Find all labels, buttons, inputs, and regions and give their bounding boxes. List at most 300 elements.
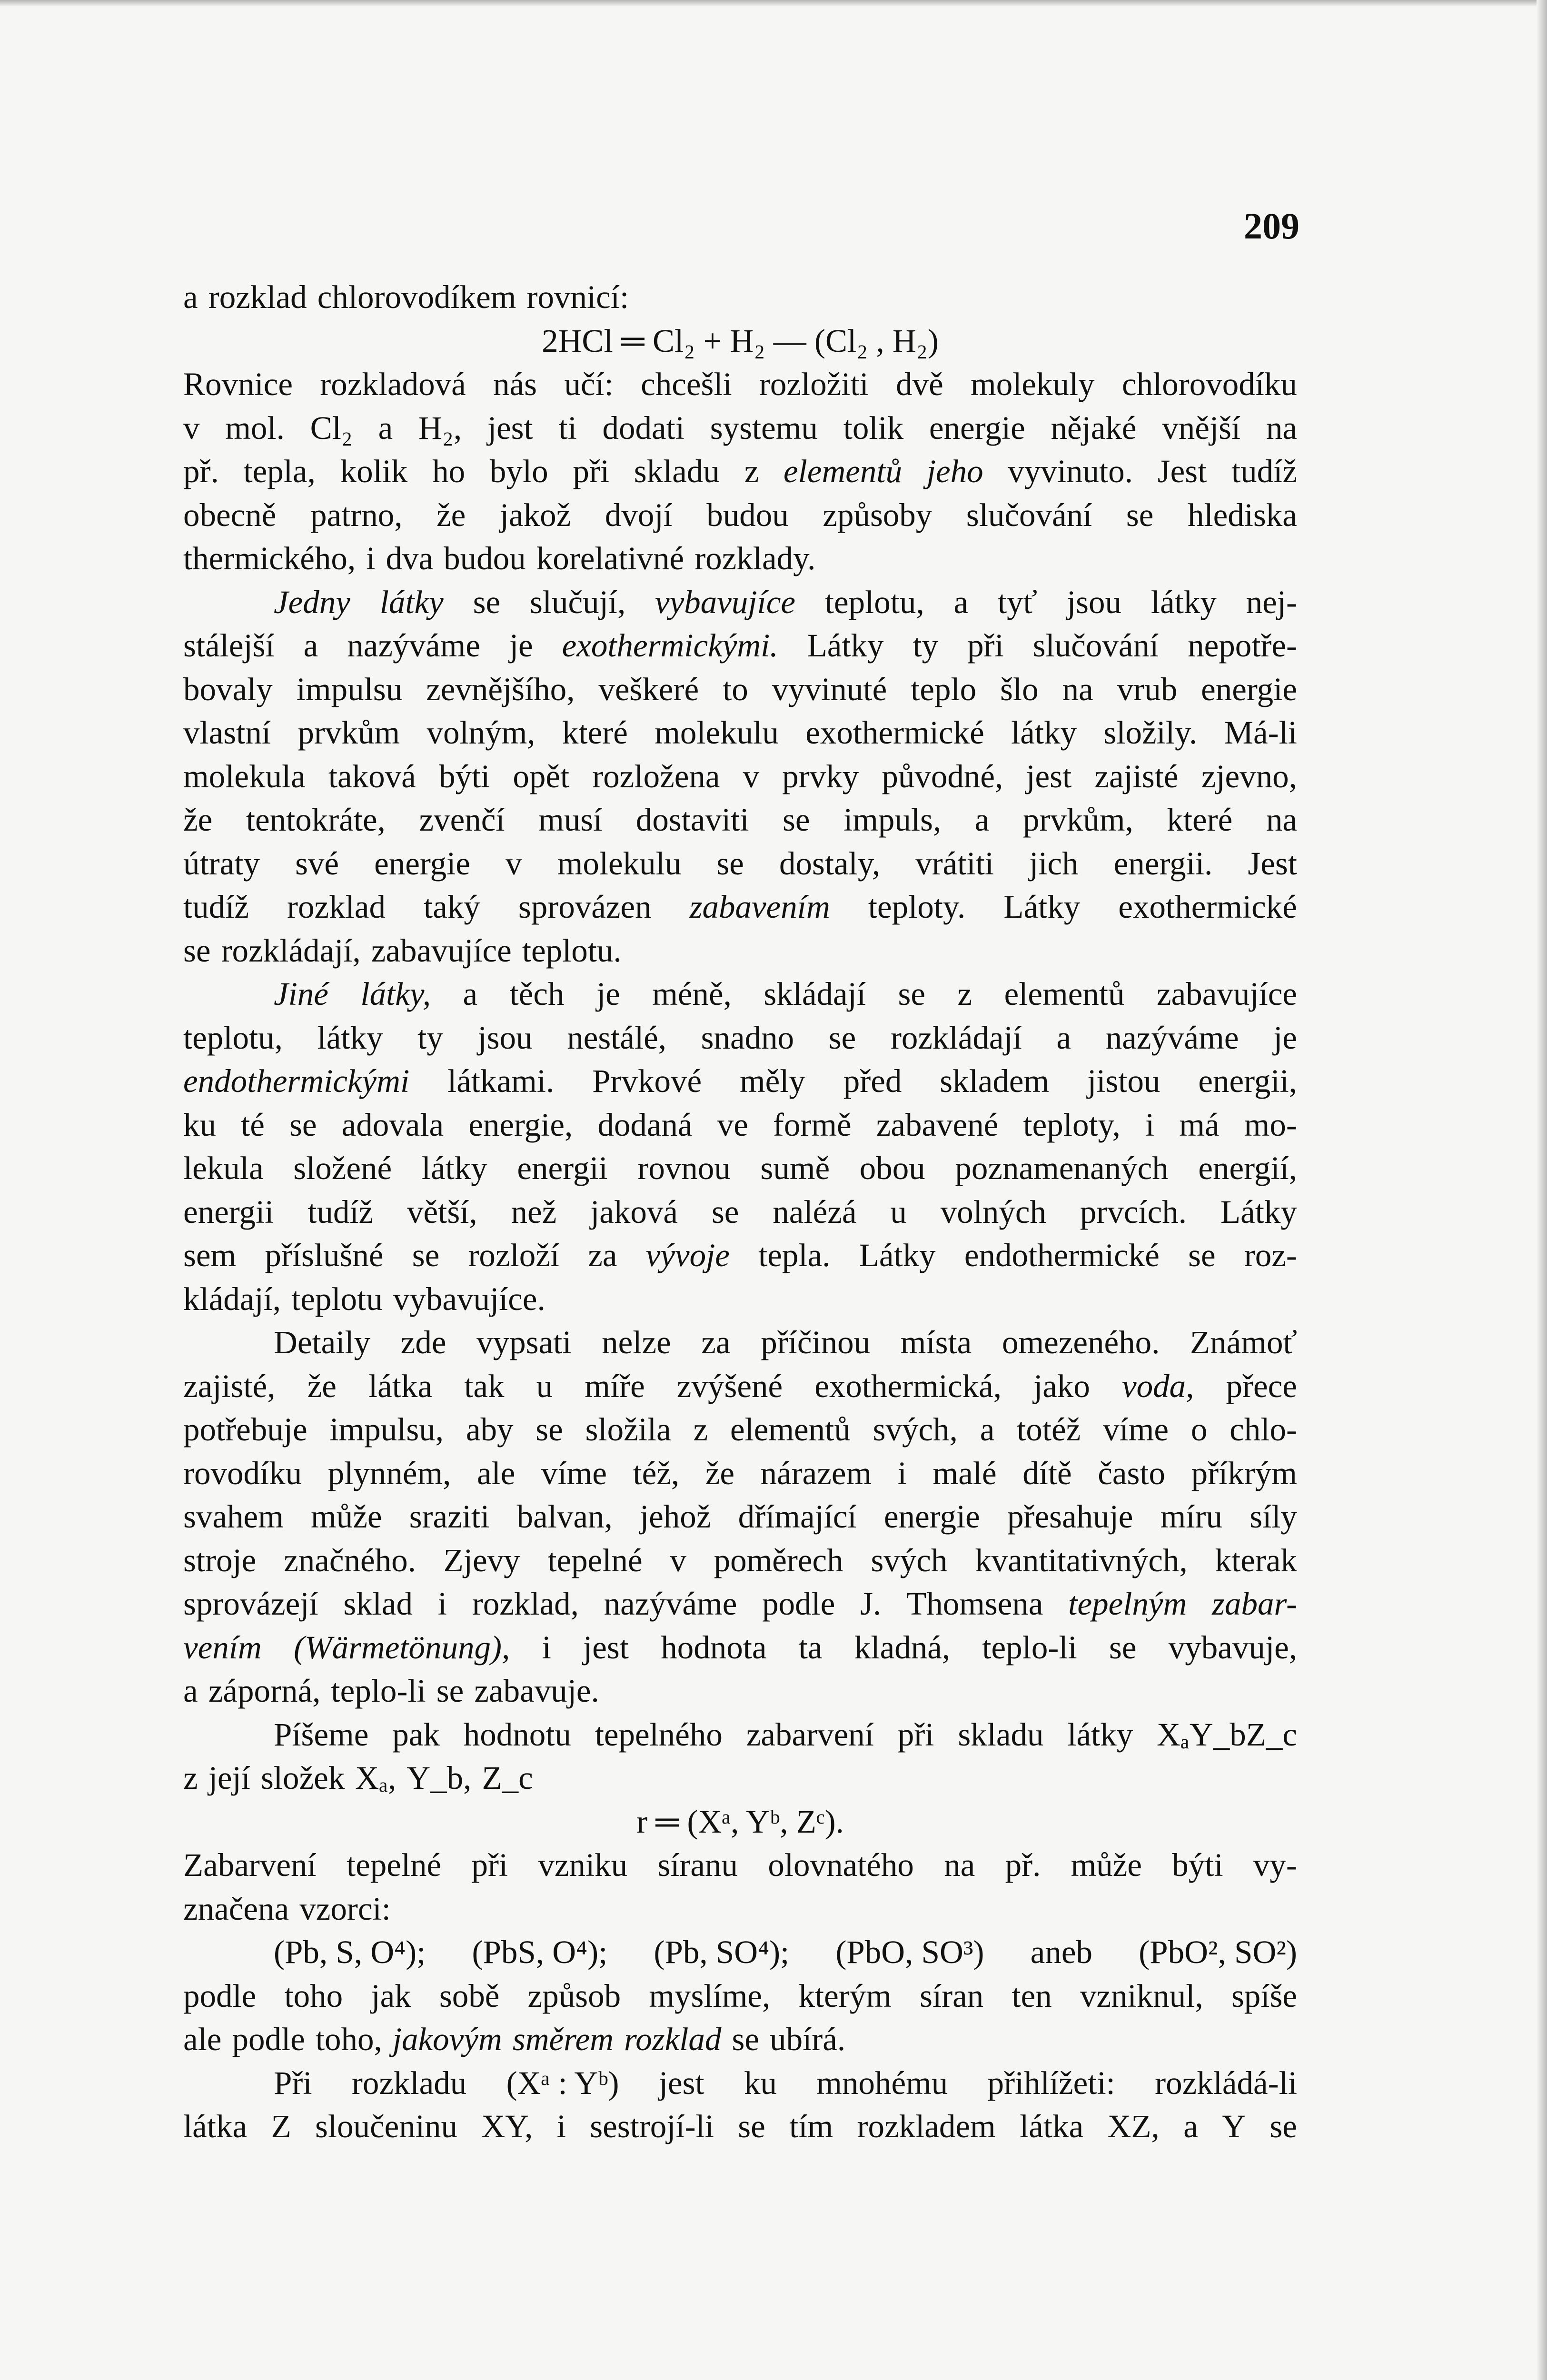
word: rozložena xyxy=(592,758,720,794)
word: látky xyxy=(1011,714,1077,751)
word: v xyxy=(506,845,522,882)
word: mnohému xyxy=(816,2064,948,2101)
word: ve xyxy=(717,1106,748,1143)
text-line xyxy=(183,453,1297,496)
word: Látky xyxy=(1003,889,1081,925)
word: aneb xyxy=(1030,1934,1092,1970)
word: energii. xyxy=(1113,845,1213,882)
word: se xyxy=(1126,496,1154,533)
word: i xyxy=(897,1455,907,1491)
word: ale xyxy=(183,2021,222,2057)
word: místa xyxy=(900,1324,972,1360)
word: impulsu, xyxy=(329,1411,444,1448)
word: se xyxy=(716,845,744,882)
word: chlo- xyxy=(1230,1411,1297,1448)
word: balvan, xyxy=(516,1498,613,1535)
word: tentokráte, xyxy=(246,802,386,838)
word: že xyxy=(705,1455,735,1491)
word: i xyxy=(437,1586,447,1622)
text-line xyxy=(183,496,1297,540)
word: svých xyxy=(871,1542,948,1578)
word: že xyxy=(307,1368,337,1404)
word: prvcích. xyxy=(1080,1193,1187,1230)
word: slučování xyxy=(1032,627,1159,664)
word: směrem xyxy=(512,2021,614,2057)
word: sprovázen xyxy=(518,889,652,925)
word: býti xyxy=(1172,1847,1223,1883)
word: látka xyxy=(183,2108,248,2144)
word: sobě xyxy=(439,1977,500,2014)
word: slučování xyxy=(966,496,1092,533)
word: stálejší xyxy=(183,627,275,664)
word: endothermickými xyxy=(183,1063,410,1099)
word: ten xyxy=(1012,1977,1052,2014)
word: nelze xyxy=(602,1324,671,1360)
word: malé xyxy=(932,1455,997,1491)
word: značného. xyxy=(284,1542,416,1578)
word: vzniknul, xyxy=(1080,1977,1203,2014)
text-line xyxy=(183,1280,1297,1324)
word: Jiné xyxy=(274,976,328,1012)
word: prvkům xyxy=(298,714,400,751)
word: (Wärmetönung), xyxy=(294,1629,510,1666)
word: se xyxy=(412,1237,440,1273)
word: totéž xyxy=(1017,1411,1081,1448)
word: a xyxy=(378,409,393,446)
word: olovnatého xyxy=(768,1847,914,1883)
word: vybavuje, xyxy=(1168,1629,1297,1666)
word: nej- xyxy=(1246,584,1297,620)
word: stroje xyxy=(183,1542,257,1578)
word: nalézá xyxy=(773,1193,857,1230)
word: ta xyxy=(798,1629,823,1666)
word: teploty. xyxy=(868,889,966,925)
word: endothermické xyxy=(964,1237,1160,1273)
word: na xyxy=(1266,409,1297,446)
word: Y xyxy=(1222,2108,1246,2144)
text-line xyxy=(183,1846,1297,1890)
word: (Xᵃ : Yᵇ) xyxy=(506,2064,619,2101)
word: rozkládá-li xyxy=(1155,2064,1297,2101)
word: dostaly, xyxy=(779,845,881,882)
word: systemu xyxy=(710,409,818,446)
word: kladná, xyxy=(854,1629,951,1666)
word: sestrojí-li xyxy=(590,2108,714,2144)
word: potřebuje xyxy=(183,1411,307,1448)
word: zabarvení xyxy=(746,1716,874,1753)
word: za xyxy=(701,1324,731,1360)
text-line xyxy=(183,1716,1297,1760)
word: mo- xyxy=(1244,1106,1297,1143)
word: Y_b, xyxy=(407,1760,472,1796)
word: na xyxy=(1062,671,1093,707)
word: volným, xyxy=(426,714,536,751)
word: se xyxy=(898,976,925,1012)
word: Zjevy xyxy=(443,1542,520,1578)
word: a xyxy=(1183,2108,1198,2144)
word: podle xyxy=(232,2021,305,2057)
word: energii, xyxy=(1198,1063,1297,1099)
word: tepla, xyxy=(243,453,316,489)
word: ty xyxy=(912,627,939,664)
word: impulsu xyxy=(296,671,403,707)
word: pak xyxy=(392,1716,440,1753)
word: energie xyxy=(929,409,1025,446)
word: a xyxy=(303,627,318,664)
word: toho, xyxy=(315,2021,382,2057)
word: rozklady. xyxy=(694,540,816,576)
word: jich xyxy=(1029,845,1079,882)
word: rovnicí: xyxy=(526,279,629,315)
text-line xyxy=(183,409,1297,453)
word: (PbO², SO²) xyxy=(1139,1934,1297,1970)
word: Známoť xyxy=(1190,1324,1297,1360)
word: příslušné xyxy=(265,1237,384,1273)
word: býti xyxy=(438,758,490,794)
word: Thomsena xyxy=(906,1586,1043,1622)
word: z xyxy=(957,976,972,1012)
word: XₐY_bZ_c xyxy=(1157,1716,1297,1753)
word: př. xyxy=(1005,1847,1041,1883)
word: zabavené xyxy=(876,1106,999,1143)
word: v xyxy=(183,409,200,446)
word: vypsati xyxy=(476,1324,572,1360)
word: ale xyxy=(477,1455,516,1491)
word: teplotu, xyxy=(183,1019,283,1056)
word: dodaná xyxy=(597,1106,693,1143)
text-line xyxy=(183,1411,1297,1455)
word: zevnějšího, xyxy=(426,671,575,707)
word: Jest xyxy=(1157,453,1207,489)
word: skládají xyxy=(764,976,866,1012)
text-line xyxy=(183,1106,1297,1150)
word: může xyxy=(311,1498,382,1535)
word: ho xyxy=(432,453,466,489)
word: jeho xyxy=(926,453,983,489)
word: zabar- xyxy=(1212,1586,1297,1622)
word: síran xyxy=(920,1977,984,2014)
word: tepelným xyxy=(1068,1586,1187,1622)
word: omezeného. xyxy=(1002,1324,1160,1360)
word: způsob xyxy=(527,1977,621,2014)
text-line xyxy=(183,584,1297,627)
word: tepla. xyxy=(758,1237,831,1273)
text-line xyxy=(183,1585,1297,1629)
word: tudíž xyxy=(1231,453,1297,489)
text-line xyxy=(183,1629,1297,1673)
word: aby xyxy=(466,1411,514,1448)
text-line xyxy=(183,2064,1297,2108)
word: J. xyxy=(860,1586,882,1622)
word: rozklad xyxy=(208,279,307,315)
word: nás xyxy=(493,366,537,402)
word: jest xyxy=(583,1629,629,1666)
word: z xyxy=(693,1411,708,1448)
word: a xyxy=(463,976,478,1012)
word: veškeré xyxy=(598,671,699,707)
word: jakož xyxy=(499,496,571,533)
word: obecně xyxy=(183,496,277,533)
word: Píšeme xyxy=(274,1716,369,1753)
text-line xyxy=(183,1759,1297,1803)
word: vlastní xyxy=(183,714,271,751)
word: tak xyxy=(464,1368,505,1404)
text-line xyxy=(183,714,1297,758)
word: XZ, xyxy=(1107,2108,1160,2144)
word: rozklad, xyxy=(472,1586,579,1622)
word: chlorovodíku xyxy=(1121,366,1297,402)
text-line xyxy=(183,932,1297,976)
word: i xyxy=(556,2108,566,2144)
word: hodnotu xyxy=(463,1716,571,1753)
word: vybavujíce. xyxy=(393,1280,545,1317)
word: teplo xyxy=(911,671,977,707)
word: tepelného xyxy=(595,1716,723,1753)
word: ty xyxy=(417,1019,443,1056)
word: útraty xyxy=(183,845,260,882)
word: míře xyxy=(585,1368,645,1404)
word: jsou xyxy=(1067,584,1122,620)
word: impuls, xyxy=(843,802,942,838)
text-line xyxy=(183,627,1297,671)
word: příkrým xyxy=(1191,1455,1297,1491)
word: ku xyxy=(183,1106,216,1143)
word: složila xyxy=(585,1411,671,1448)
word: tolik xyxy=(843,409,904,446)
word: vy- xyxy=(1253,1847,1297,1883)
word: víme xyxy=(541,1455,607,1491)
word: při xyxy=(967,627,1004,664)
word: původné, xyxy=(882,758,1003,794)
word: dřímající xyxy=(738,1498,857,1535)
word: může xyxy=(1071,1847,1142,1883)
word: podle xyxy=(762,1586,835,1622)
word: myslíme, xyxy=(649,1977,771,2014)
word: hlediska xyxy=(1187,496,1297,533)
word: poměrech xyxy=(714,1542,843,1578)
word: a xyxy=(980,1411,995,1448)
word: adovala xyxy=(341,1106,444,1143)
word: energie xyxy=(883,1498,980,1535)
word: dvě xyxy=(896,366,943,402)
word: XY, xyxy=(481,2108,533,2144)
word: před xyxy=(843,1063,902,1099)
word: zajisté, xyxy=(183,1368,276,1404)
word: míru xyxy=(1160,1498,1222,1535)
word: chlorovodíkem xyxy=(317,279,516,315)
word: exothermické xyxy=(1118,889,1297,925)
word: volných xyxy=(940,1193,1047,1230)
word: nepotře- xyxy=(1188,627,1297,664)
text-line xyxy=(183,366,1297,409)
word: molekulu xyxy=(557,845,682,882)
word: dvojí xyxy=(605,496,673,533)
word: jsou xyxy=(477,1019,533,1056)
word: snadno xyxy=(701,1019,794,1056)
word: energii xyxy=(517,1150,608,1186)
word: energie xyxy=(374,845,470,882)
word: i xyxy=(366,540,376,576)
word: měly xyxy=(739,1063,805,1099)
word: za xyxy=(588,1237,617,1273)
word: slučují, xyxy=(529,584,626,620)
word: (PbO, SO³) xyxy=(835,1934,984,1970)
word: se xyxy=(1188,1237,1216,1273)
word: chcešli xyxy=(641,366,732,402)
word: které xyxy=(562,714,628,751)
word: Z xyxy=(271,2108,291,2144)
word: se xyxy=(436,1673,464,1709)
word: vnější xyxy=(1162,409,1241,446)
word: patrno, xyxy=(310,496,403,533)
word: se xyxy=(536,1411,563,1448)
word: spíše xyxy=(1231,1977,1297,2014)
word: na xyxy=(1266,802,1297,838)
word: skladem xyxy=(940,1063,1050,1099)
word: rozkladem xyxy=(857,2108,996,2144)
word: a xyxy=(974,802,990,838)
word: bovaly xyxy=(183,671,273,707)
word: teplotu, xyxy=(824,584,924,620)
word: vrub xyxy=(1117,671,1178,707)
word: elementů xyxy=(783,453,902,489)
word: Látky xyxy=(1220,1193,1297,1230)
body-text xyxy=(183,278,1297,2152)
word: ku xyxy=(744,2064,777,2101)
word: skladu xyxy=(958,1716,1044,1753)
word: víme xyxy=(1103,1411,1169,1448)
word: jest xyxy=(1026,758,1072,794)
word: jistou xyxy=(1087,1063,1160,1099)
word: se xyxy=(732,2021,759,2057)
word: to xyxy=(723,671,748,707)
word: vybavujíce xyxy=(655,584,795,620)
text-line xyxy=(183,1368,1297,1411)
word: podle xyxy=(183,1977,257,2014)
word: u xyxy=(890,1193,907,1230)
word: též, xyxy=(633,1455,680,1491)
word: způsoby xyxy=(823,496,932,533)
word: Má-li xyxy=(1224,714,1297,751)
word: dostaviti xyxy=(635,802,749,838)
word: Xₐ, xyxy=(355,1760,397,1796)
text-line xyxy=(183,1498,1297,1542)
word: korelativné xyxy=(536,540,684,576)
word: přece xyxy=(1226,1368,1297,1404)
word: budou xyxy=(444,540,526,576)
word: 2HCl ═ Cl₂ + H₂ — (Cl₂ , H₂) xyxy=(542,322,939,359)
word: přesahuje xyxy=(1007,1498,1133,1535)
word: Zabarvení xyxy=(183,1847,317,1883)
word: rozklad xyxy=(624,2021,722,2057)
word: obou xyxy=(859,1150,925,1186)
word: zjevno, xyxy=(1201,758,1297,794)
word: př. xyxy=(183,453,219,489)
word: thermického, xyxy=(183,540,356,576)
word: molekula xyxy=(183,758,306,794)
word: teplo-li xyxy=(982,1629,1077,1666)
word: se xyxy=(783,802,810,838)
text-line xyxy=(183,1062,1297,1106)
word: učí: xyxy=(564,366,614,402)
text-line xyxy=(183,1934,1297,1977)
word: teplotu xyxy=(291,1280,383,1317)
word: bylo xyxy=(489,453,548,489)
word: vrátiti xyxy=(915,845,994,882)
word: teplotu. xyxy=(522,932,622,969)
word: má xyxy=(1179,1106,1220,1143)
word: v xyxy=(670,1542,686,1578)
word: taký xyxy=(424,889,480,925)
text-line xyxy=(183,278,1297,322)
word: z xyxy=(744,453,759,489)
text-line xyxy=(183,540,1297,584)
word: příčinou xyxy=(761,1324,871,1360)
word: Cl₂ xyxy=(310,409,353,446)
text-line xyxy=(183,1803,1297,1847)
word: kterým xyxy=(798,1977,892,2014)
word: složily. xyxy=(1103,714,1198,751)
word: rozkládají, xyxy=(221,932,361,969)
word: zvenčí xyxy=(419,802,505,838)
text-line xyxy=(183,1542,1297,1586)
word: zabavujíce xyxy=(371,932,512,969)
text-line xyxy=(183,322,1297,366)
word: jako xyxy=(1033,1368,1090,1404)
word: jak xyxy=(371,1977,411,2014)
word: složené xyxy=(293,1150,392,1186)
word: voda, xyxy=(1122,1368,1194,1404)
word: tyť xyxy=(998,584,1038,620)
word: opět xyxy=(513,758,570,794)
word: budou xyxy=(706,496,789,533)
word: prvky xyxy=(782,758,859,794)
word: tepelné xyxy=(547,1542,643,1578)
word: tudíž xyxy=(307,1193,374,1230)
word: větší, xyxy=(407,1193,477,1230)
word: exothermickými. xyxy=(562,627,778,664)
word: kolik xyxy=(340,453,408,489)
word: molekuly xyxy=(971,366,1095,402)
word: teplo-li xyxy=(331,1673,426,1709)
word: H₂, xyxy=(418,409,462,446)
text-line xyxy=(183,845,1297,889)
word: složek xyxy=(260,1760,345,1796)
word: při xyxy=(471,1847,508,1883)
text-line xyxy=(183,801,1297,845)
word: té xyxy=(241,1106,265,1143)
word: vením xyxy=(183,1629,262,1666)
word: rozklad xyxy=(287,889,386,925)
word: dva xyxy=(386,540,434,576)
word: o xyxy=(1190,1411,1208,1448)
word: rovnou xyxy=(637,1150,731,1186)
text-line xyxy=(183,671,1297,714)
word: vzniku xyxy=(538,1847,628,1883)
word: Látky xyxy=(807,627,884,664)
word: sprovázejí xyxy=(183,1586,318,1622)
word: hodnota xyxy=(661,1629,767,1666)
text-line xyxy=(183,1672,1297,1716)
text-line xyxy=(183,1150,1297,1193)
word: svahem xyxy=(183,1498,284,1535)
word: exothermické xyxy=(805,714,984,751)
word: těch xyxy=(509,976,565,1012)
word: látkami. xyxy=(447,1063,555,1099)
word: je xyxy=(509,627,533,664)
word: se xyxy=(473,584,501,620)
word: sem xyxy=(183,1237,237,1273)
